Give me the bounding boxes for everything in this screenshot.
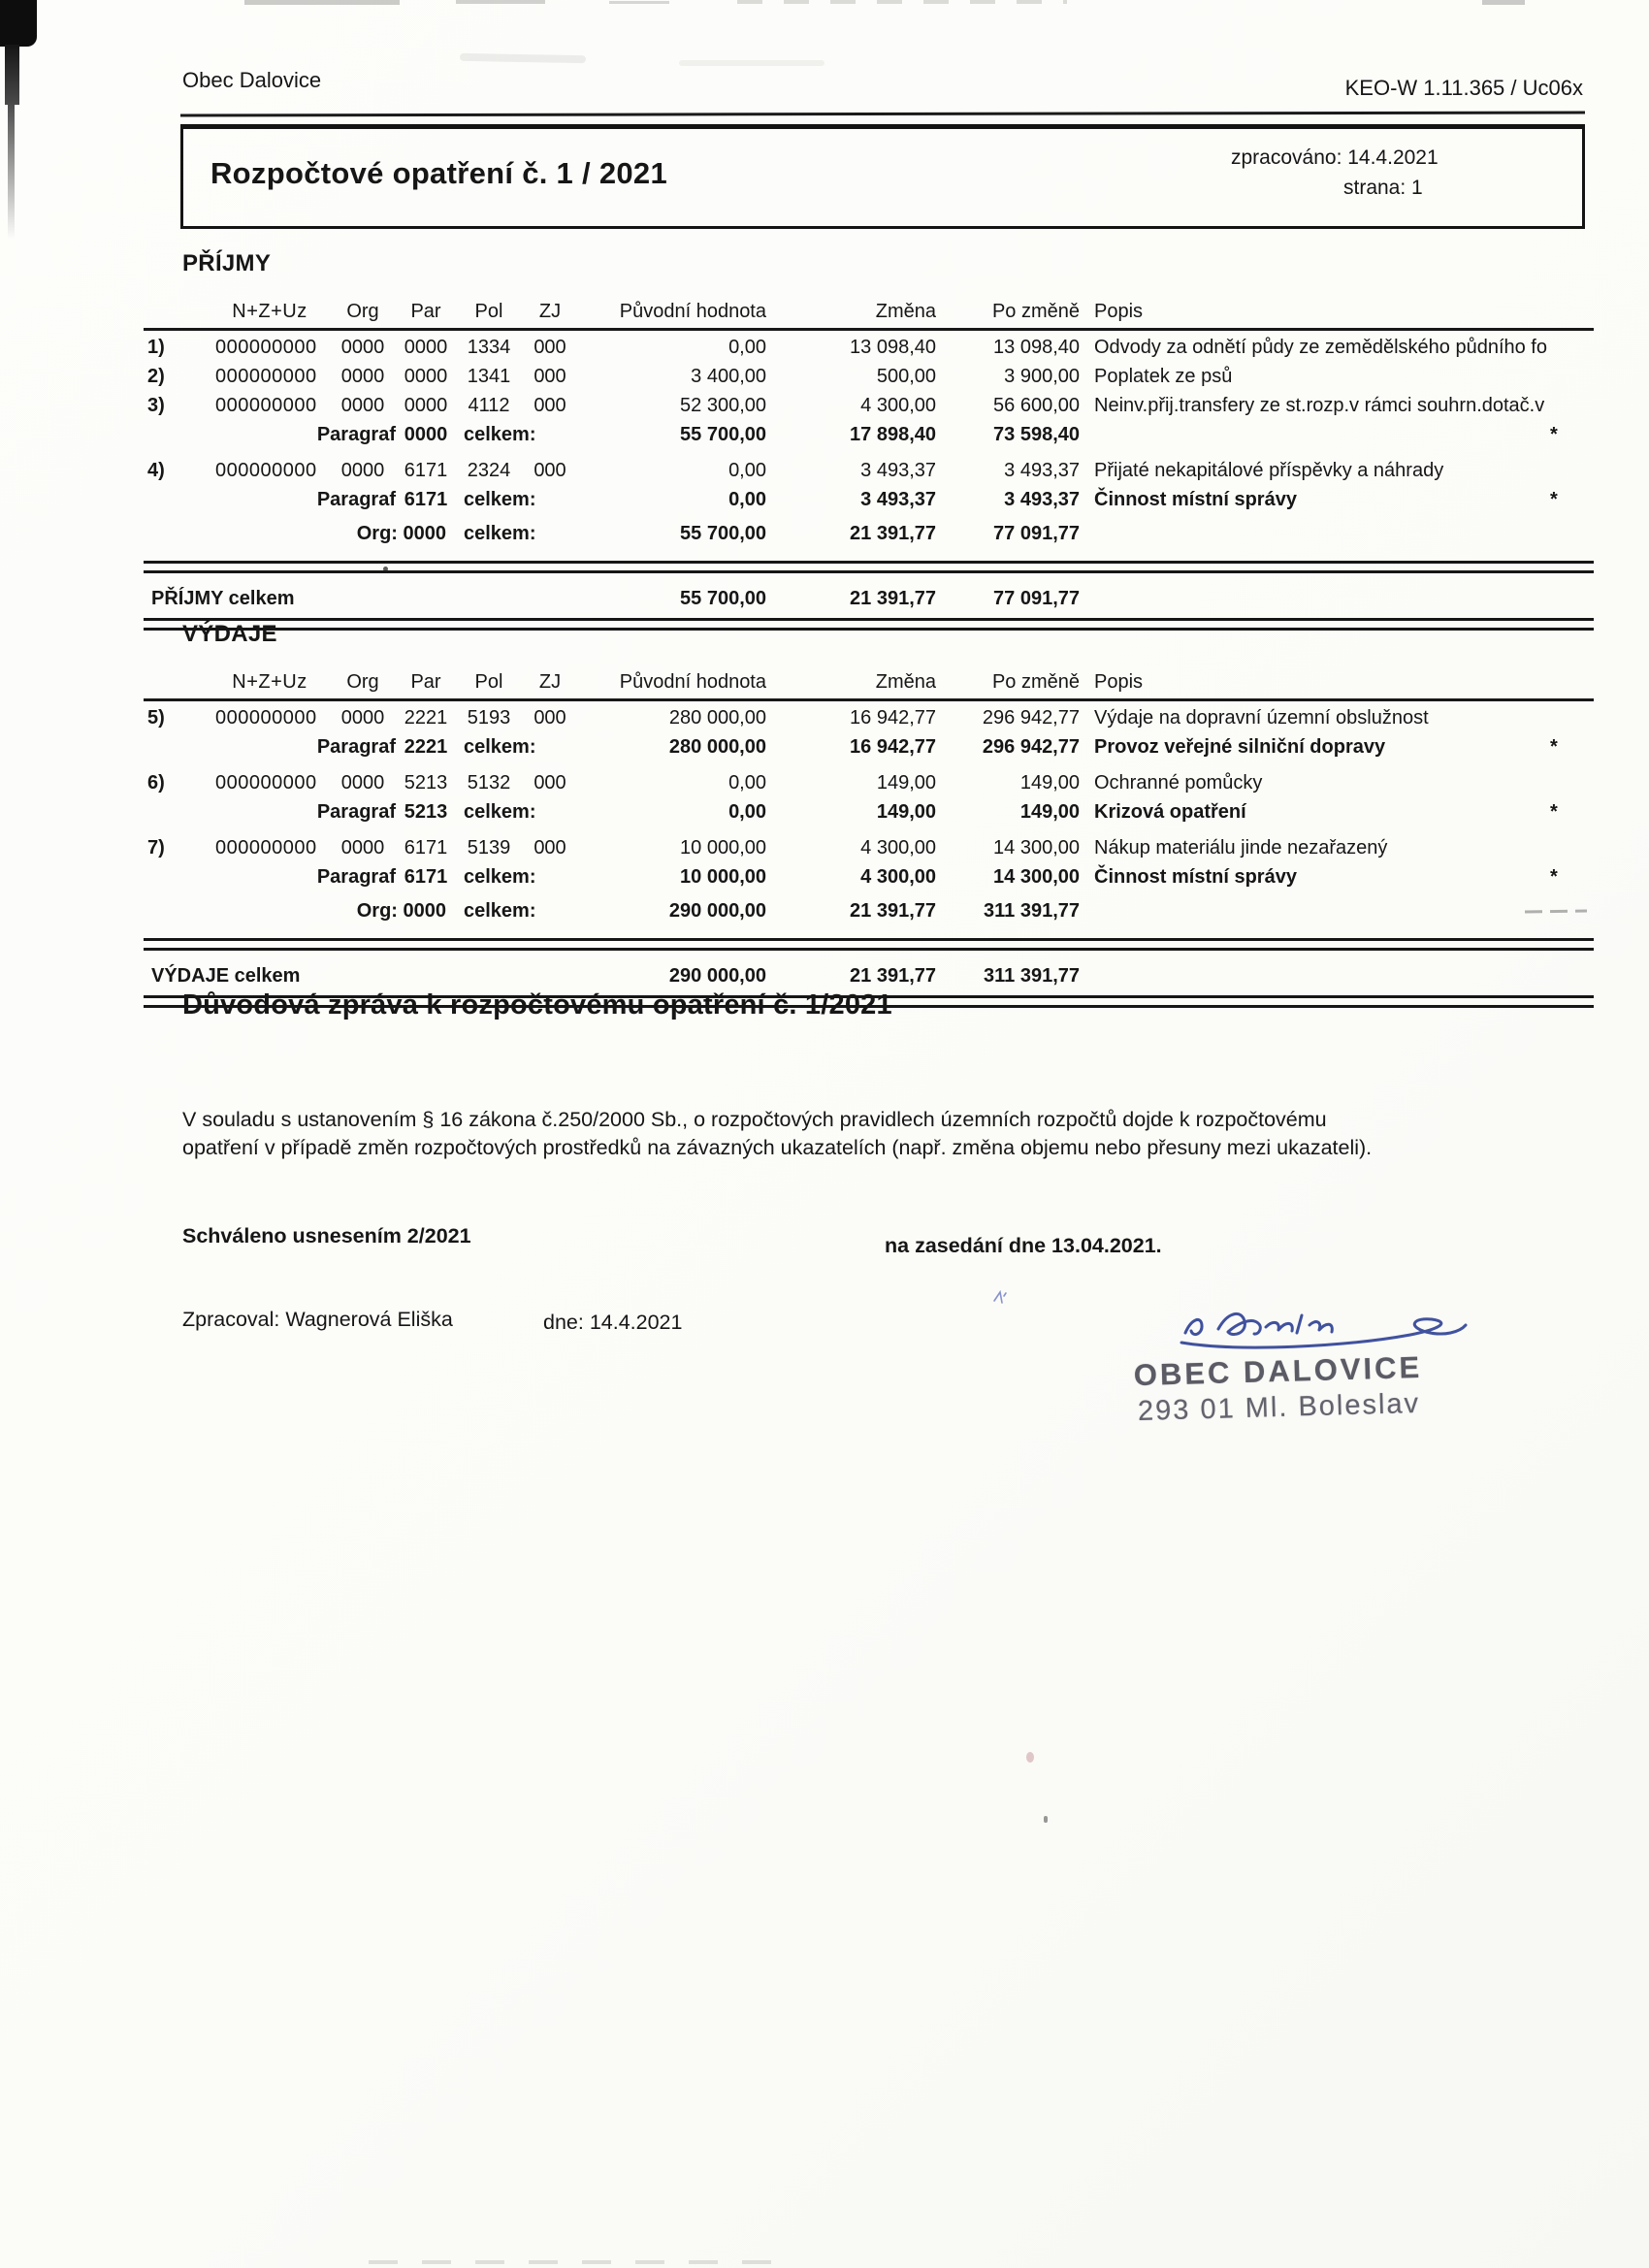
cell-pol: 5193 <box>467 707 511 729</box>
cell-puvodni: 0,00 <box>728 489 766 510</box>
cell-puvodni: 0,00 <box>728 801 766 823</box>
cell-par: 0000 <box>404 337 448 358</box>
cell-zj: 000 <box>534 460 566 481</box>
document-title-box <box>180 124 1585 229</box>
cell-zmena: 16 942,77 <box>850 736 936 758</box>
scan-corner-artifact <box>5 45 19 105</box>
cell-puvodni: 0,00 <box>728 460 766 481</box>
cell-star: * <box>1550 489 1558 510</box>
col-header-zmena: Změna <box>875 301 936 322</box>
cell-zmena: 4 300,00 <box>860 837 936 859</box>
cell-star: * <box>1550 801 1558 823</box>
cell-celkem: celkem: <box>464 736 536 758</box>
table-row <box>144 801 1594 830</box>
cell-pozmene: 56 600,00 <box>993 395 1080 416</box>
cell-celkem: celkem: <box>464 866 536 888</box>
cell-zj: 000 <box>534 366 566 387</box>
table-row <box>144 395 1594 424</box>
scan-edge-line-artifact <box>8 103 15 239</box>
double-rule <box>144 618 1594 631</box>
cell-label: Org: 0000 <box>356 523 446 544</box>
cell-zj: 000 <box>534 707 566 729</box>
cell-pozmene: 3 493,37 <box>1004 489 1080 510</box>
vydaje-table <box>144 671 1594 1008</box>
cell-nzuz: 000000000 <box>215 460 317 481</box>
stamp-line-1: OBEC DALOVICE <box>1133 1349 1423 1393</box>
cell-zmena: 3 493,37 <box>860 489 936 510</box>
cell-par: 2221 <box>404 707 448 729</box>
cell-popis: Provoz veřejné silniční dopravy <box>1094 736 1386 758</box>
double-rule <box>144 561 1594 573</box>
table-header-rule <box>144 328 1594 331</box>
cell-pozmene: 77 091,77 <box>993 523 1080 544</box>
cell-pozmene: 3 900,00 <box>1004 366 1080 387</box>
cell-puvodni: 0,00 <box>728 337 766 358</box>
table-row <box>144 707 1594 736</box>
col-header-par: Par <box>410 671 441 693</box>
table-row <box>144 900 1594 929</box>
cell-popis: Ochranné pomůcky <box>1094 772 1263 794</box>
cell-par: 6171 <box>404 460 448 481</box>
cell-pozmene: 149,00 <box>1019 772 1080 794</box>
scan-corner-artifact <box>0 0 37 47</box>
cell-celkem: celkem: <box>464 801 536 823</box>
col-header-zmena: Změna <box>875 671 936 693</box>
scan-smudge <box>1482 0 1525 5</box>
cell-puvodni: 55 700,00 <box>680 523 766 544</box>
processed-date-label: zpracováno: 14.4.2021 <box>1231 146 1439 169</box>
col-header-nzuz: N+Z+Uz <box>232 671 307 693</box>
cell-celkem: celkem: <box>464 489 536 510</box>
cell-label: Paragraf <box>316 736 396 758</box>
cell-code: 0000 <box>404 424 448 445</box>
cell-org: 0000 <box>340 837 385 859</box>
report-body: V souladu s ustanovením § 16 zákona č.250/2000 Sb., o rozpočtových pravidlech územních rozpočtů dojde k rozpočtovému opatření v případě změn rozpočtových prostředků na závazných ukazatelích (např. změna objemu nebo přesuny mezi ukazateli). <box>182 1108 1373 1159</box>
scan-smudge <box>609 1 669 4</box>
prijmy-table <box>144 301 1594 631</box>
cell-num: 2) <box>147 366 165 387</box>
scan-speck <box>1044 1816 1048 1823</box>
cell-puvodni: 3 400,00 <box>691 366 766 387</box>
col-header-zj: ZJ <box>538 671 562 693</box>
table-row <box>144 460 1594 489</box>
cell-pol: 4112 <box>468 395 510 416</box>
cell-pozmene: 149,00 <box>1019 801 1080 823</box>
table-row <box>144 866 1594 895</box>
cell-puvodni: 10 000,00 <box>680 866 766 888</box>
cell-pozmene: 14 300,00 <box>993 837 1080 859</box>
total-zmena: 21 391,77 <box>850 965 936 987</box>
cell-pozmene: 311 391,77 <box>984 900 1080 922</box>
cell-nzuz: 000000000 <box>215 395 317 416</box>
cell-puvodni: 280 000,00 <box>668 736 766 758</box>
col-header-puvodni: Původní hodnota <box>619 671 766 693</box>
cell-num: 1) <box>147 337 165 358</box>
cell-zmena: 4 300,00 <box>860 395 936 416</box>
total-pozmene: 77 091,77 <box>993 588 1080 609</box>
approved-label: Schváleno usnesením 2/2021 <box>182 1224 471 1247</box>
cell-zmena: 21 391,77 <box>850 900 936 922</box>
col-header-pozmene: Po změně <box>991 671 1080 693</box>
cell-zj: 000 <box>534 337 566 358</box>
table-header-row <box>144 301 1594 328</box>
scan-smudge <box>679 60 824 66</box>
prijmy-rows <box>144 337 1594 552</box>
col-header-zj: ZJ <box>538 301 562 322</box>
cell-popis: Přijaté nekapitálové příspěvky a náhrady <box>1094 460 1444 481</box>
prepared-date-label: dne: 14.4.2021 <box>543 1311 683 1334</box>
cell-zmena: 149,00 <box>876 772 936 794</box>
cell-popis: Činnost místní správy <box>1094 866 1297 888</box>
cell-par: 6171 <box>404 837 448 859</box>
document-title: Rozpočtové opatření č. 1 / 2021 <box>210 156 667 190</box>
cell-zmena: 4 300,00 <box>860 866 936 888</box>
cell-label: Paragraf <box>316 424 396 445</box>
scan-smudge <box>369 2260 786 2264</box>
cell-popis: Krizová opatření <box>1094 801 1246 823</box>
section-title-prijmy: PŘÍJMY <box>182 250 272 276</box>
table-row <box>144 523 1594 552</box>
session-date-label: na zasedání dne 13.04.2021. <box>885 1234 1162 1257</box>
cell-org: 0000 <box>340 460 385 481</box>
table-header-rule <box>144 698 1594 701</box>
cell-zmena: 17 898,40 <box>850 424 936 445</box>
cell-popis: Nákup materiálu jinde nezařazený <box>1094 837 1388 859</box>
cell-org: 0000 <box>340 366 385 387</box>
cell-num: 7) <box>147 837 165 859</box>
cell-code: 2221 <box>404 736 448 758</box>
cell-zmena: 500,00 <box>876 366 936 387</box>
cell-zmena: 149,00 <box>876 801 936 823</box>
cell-zmena: 16 942,77 <box>850 707 936 729</box>
cell-celkem: celkem: <box>464 900 536 922</box>
cell-nzuz: 000000000 <box>215 337 317 358</box>
cell-popis: Neinv.přij.transfery ze st.rozp.v rámci souhrn.dotač.v <box>1094 395 1545 416</box>
col-header-par: Par <box>410 301 441 322</box>
cell-code: 6171 <box>404 489 448 510</box>
vydaje-rows <box>144 707 1594 929</box>
cell-zj: 000 <box>534 395 566 416</box>
scan-smudge <box>737 0 1067 4</box>
cell-popis: Poplatek ze psů <box>1094 366 1233 387</box>
cell-star: * <box>1550 736 1558 758</box>
cell-org: 0000 <box>340 337 385 358</box>
cell-num: 4) <box>147 460 165 481</box>
cell-nzuz: 000000000 <box>215 366 317 387</box>
col-header-pol: Pol <box>474 671 503 693</box>
cell-popis: Odvody za odnětí půdy ze zemědělského půdního fo <box>1094 337 1547 358</box>
cell-org: 0000 <box>340 772 385 794</box>
prepared-by-label: Zpracoval: Wagnerová Eliška <box>182 1308 453 1331</box>
cell-pol: 5132 <box>467 772 511 794</box>
cell-zj: 000 <box>534 837 566 859</box>
col-header-org: Org <box>346 301 379 322</box>
processed-info <box>1231 143 1439 203</box>
scan-speck <box>1026 1752 1034 1763</box>
cell-puvodni: 52 300,00 <box>680 395 766 416</box>
cell-num: 6) <box>147 772 165 794</box>
cell-code: 6171 <box>404 866 448 888</box>
cell-puvodni: 55 700,00 <box>680 424 766 445</box>
table-total-row-prijmy <box>144 580 1594 615</box>
cell-org: 0000 <box>340 707 385 729</box>
cell-label: Paragraf <box>316 866 396 888</box>
cell-zmena: 13 098,40 <box>850 337 936 358</box>
col-header-popis: Popis <box>1094 671 1144 693</box>
cell-zj: 000 <box>534 772 566 794</box>
table-row <box>144 837 1594 866</box>
table-row <box>144 489 1594 518</box>
cell-pol: 5139 <box>467 837 511 859</box>
cell-num: 3) <box>147 395 165 416</box>
cell-puvodni: 10 000,00 <box>680 837 766 859</box>
total-pozmene: 311 391,77 <box>984 965 1080 987</box>
col-header-puvodni: Původní hodnota <box>619 301 766 322</box>
table-row <box>144 772 1594 801</box>
cell-nzuz: 000000000 <box>215 707 317 729</box>
organization-name: Obec Dalovice <box>182 68 322 92</box>
page-number-label: strana: 1 <box>1343 177 1423 199</box>
double-rule <box>144 938 1594 951</box>
cell-label: Paragraf <box>316 489 396 510</box>
total-puvodni: 55 700,00 <box>680 588 766 609</box>
cell-pozmene: 3 493,37 <box>1004 460 1080 481</box>
total-label: VÝDAJE celkem <box>151 965 301 987</box>
cell-num: 5) <box>147 707 165 729</box>
table-total-row-vydaje <box>144 957 1594 992</box>
cell-star: * <box>1550 866 1558 888</box>
cell-nzuz: 000000000 <box>215 837 317 859</box>
table-row <box>144 736 1594 765</box>
cell-pozmene: 13 098,40 <box>993 337 1080 358</box>
cell-zmena: 21 391,77 <box>850 523 936 544</box>
cell-puvodni: 0,00 <box>728 772 766 794</box>
header-rule <box>180 111 1585 116</box>
cell-popis: Výdaje na dopravní územní obslužnost <box>1094 707 1429 729</box>
table-row <box>144 366 1594 395</box>
cell-label: Org: 0000 <box>356 900 446 922</box>
official-stamp <box>1113 1349 1444 1428</box>
pen-mark <box>991 1288 1013 1308</box>
cell-pozmene: 296 942,77 <box>982 707 1080 729</box>
cell-par: 0000 <box>404 366 448 387</box>
total-puvodni: 290 000,00 <box>668 965 766 987</box>
cell-celkem: celkem: <box>464 523 536 544</box>
cell-pol: 2324 <box>467 460 511 481</box>
cell-zmena: 3 493,37 <box>860 460 936 481</box>
cell-nzuz: 000000000 <box>215 772 317 794</box>
col-header-org: Org <box>346 671 379 693</box>
report-heading: Důvodová zpráva k rozpočtovému opatření č. 1/2021 <box>182 989 892 1021</box>
col-header-nzuz: N+Z+Uz <box>232 301 307 322</box>
stamp-line-2: 293 01 Ml. Boleslav <box>1137 1387 1421 1428</box>
total-zmena: 21 391,77 <box>850 588 936 609</box>
table-header-row <box>144 671 1594 698</box>
cell-pozmene: 296 942,77 <box>982 736 1080 758</box>
col-header-pol: Pol <box>474 301 503 322</box>
cell-code: 5213 <box>404 801 448 823</box>
table-row <box>144 424 1594 453</box>
total-label: PŘÍJMY celkem <box>151 588 295 609</box>
cell-popis: Činnost místní správy <box>1094 489 1297 510</box>
section-title-vydaje: VÝDAJE <box>182 621 277 647</box>
cell-pol: 1341 <box>467 366 511 387</box>
cell-org: 0000 <box>340 395 385 416</box>
cell-puvodni: 290 000,00 <box>668 900 766 922</box>
system-version-label: KEO-W 1.11.365 / Uc06x <box>1344 76 1583 100</box>
cell-label: Paragraf <box>316 801 396 823</box>
cell-pozmene: 73 598,40 <box>993 424 1080 445</box>
scan-smudge <box>244 0 400 5</box>
cell-pozmene: 14 300,00 <box>993 866 1080 888</box>
cell-par: 0000 <box>404 395 448 416</box>
cell-star: * <box>1550 424 1558 445</box>
cell-par: 5213 <box>404 772 448 794</box>
cell-pol: 1334 <box>467 337 511 358</box>
scan-smudge <box>456 0 545 4</box>
table-row <box>144 337 1594 366</box>
cell-puvodni: 280 000,00 <box>668 707 766 729</box>
scan-smudge <box>460 53 586 63</box>
col-header-popis: Popis <box>1094 301 1144 322</box>
cell-celkem: celkem: <box>464 424 536 445</box>
col-header-pozmene: Po změně <box>991 301 1080 322</box>
